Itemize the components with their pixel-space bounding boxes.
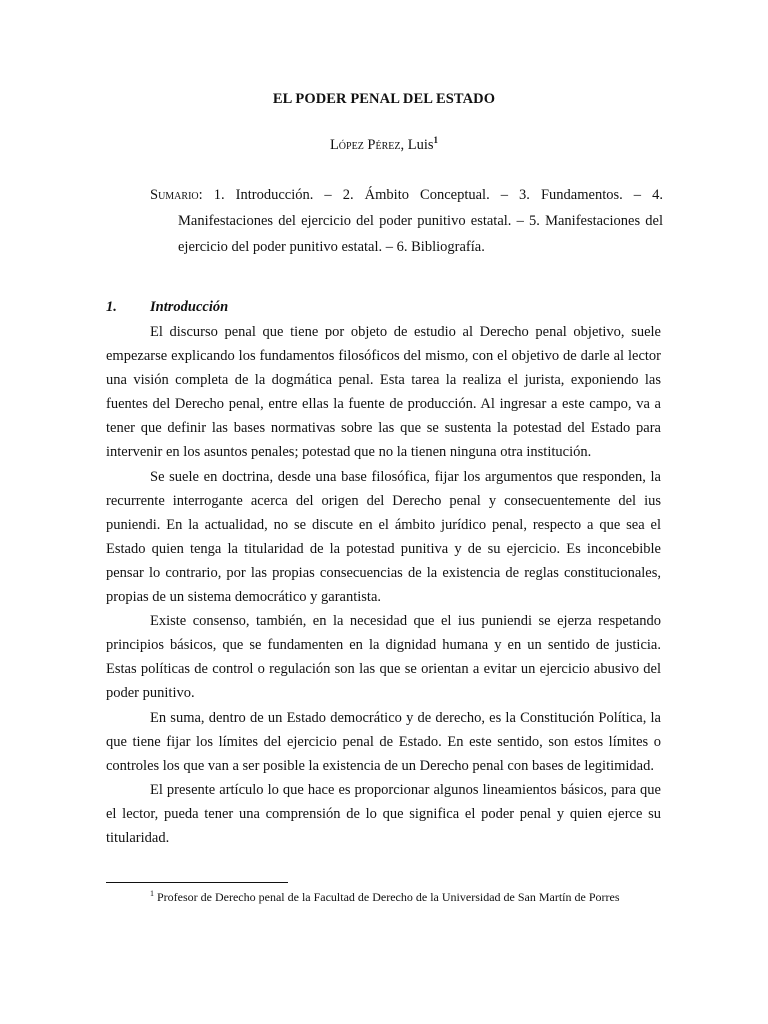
summary-text: 1. Introducción. – 2. Ámbito Conceptual. – 3. Fundamentos. – 4. Manifestaciones del ejercicio del poder punitivo estatal. – 5. Manifestaciones del ejercicio del poder punitivo estatal. – 6. Bibliografía. xyxy=(178,187,663,255)
author-surname: López Pérez, xyxy=(329,137,405,153)
footnote-text: Profesor de Derecho penal de la Facultad de Derecho de la Universidad de San Martín de Porres xyxy=(157,890,620,904)
paragraph: El presente artículo lo que hace es proporcionar algunos lineamientos básicos, para que el lector, pueda tener una comprensión de lo que significa el poder penal y quien ejerce su titularidad. xyxy=(106,781,661,846)
footnote-mark: 1 xyxy=(150,889,154,898)
paragraph: Existe consenso, también, en la necesidad que el ius puniendi se ejerza respetando principios básicos, que se fundamenten en la dignidad humana y en un sentido de justicia. Estas políticas de control o regulación son las que se orientan a evitar un ejercicio abusivo del poder punitivo. xyxy=(106,613,661,702)
paragraph: En suma, dentro de un Estado democrático y de derecho, es la Constitución Política, la que tiene fijar los límites del ejercicio penal de Estado. En este sentido, son estos límites o controles los que van a ser posible la existencia de un Derecho penal con bases de legitimidad. xyxy=(106,709,661,774)
author-footnote-mark: 1 xyxy=(433,135,439,146)
section-heading xyxy=(106,299,666,316)
summary-label: Sumario: xyxy=(150,187,203,203)
summary-block xyxy=(150,182,663,260)
paragraph: El discurso penal que tiene por objeto de estudio al Derecho penal objetivo, suele empezarse explicando los fundamentos filosóficos del mismo, con el objetivo de darle al lector una visión completa de la dogmática penal. Esta tarea la realiza el jurista, exponiendo las fuentes del Derecho penal, entre ellas la fuente de producción. Al ingresar a este campo, va a tener que definir las bases normativas sobre las que se sustenta la potestad del Estado para intervenir en los asuntos penales; potestad que no la tienen ninguna otra institución. xyxy=(106,324,661,461)
footnote xyxy=(150,889,670,905)
author-line xyxy=(0,137,768,154)
paragraph: Se suele en doctrina, desde una base filosófica, fijar los argumentos que responden, la recurrente interrogante acerca del origen del Derecho penal y consecuentemente del ius puniendi. En la actualidad, no se discute en el ámbito jurídico penal, respecto a que sea el Estado quien tenga la titularidad de la potestad punitiva y de su ejercicio. Es inconcebible pensar lo contrario, por las propias consecuencias de la existencia de reglas constitucionales, propias de un sistema democrático y garantista. xyxy=(106,468,661,606)
document-title: EL PODER PENAL DEL ESTADO xyxy=(272,91,496,107)
author-given-name: Luis xyxy=(407,137,434,153)
section-title: Introducción xyxy=(150,299,229,315)
footnote-separator xyxy=(106,882,288,883)
section-number: 1. xyxy=(106,299,117,315)
body-text xyxy=(106,320,661,850)
